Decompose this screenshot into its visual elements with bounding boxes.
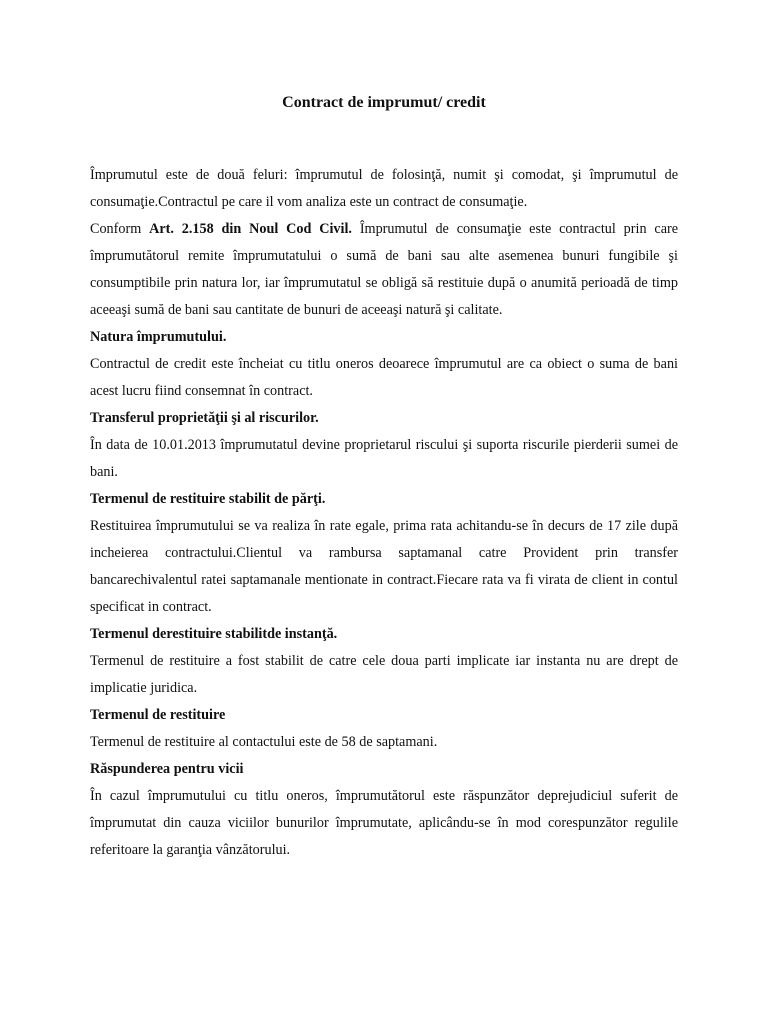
section-heading-termen-instanta: Termenul derestituire stabilitde instanţă. (90, 626, 338, 642)
section-text-raspundere: În cazul împrumutului cu titlu oneros, împrumutătorul este răspunzător deprejudiciul suferit de împrumutat din cauza viciilor bunurilor împrumutate, aplicându-se în mod corespunzător regulile referitoare la garanţia vânzătorului. (90, 788, 678, 858)
section-text-termen-parti: Restituirea împrumutului se va realiza în rate egale, prima rata achitandu-se în decurs de 17 zile după incheierea contractului.Clientul va rambursa saptamanal catre Provident prin transfer bancarechivalentul ratei saptamanale mentionate in contract.Fiecare rata va fi virata de client in contul specificat in contract. (90, 518, 678, 615)
document-body (90, 162, 678, 864)
section-heading-raspundere: Răspunderea pentru vicii (90, 761, 244, 777)
document-title: Contract de imprumut/ credit (282, 94, 486, 111)
section-text-natura: Contractul de credit este încheiat cu titlu oneros deoarece împrumutul are ca obiect o suma de bani acest lucru fiind consemnat în contract. (90, 356, 678, 399)
intro-paragraph: Împrumutul este de două feluri: împrumutul de folosinţă, numit şi comodat, şi împrumutul de consumaţie.Contractul pe care il vom analiza este un contract de consumaţie. (90, 167, 678, 210)
section-heading-transfer: Transferul proprietăţii şi al riscurilor. (90, 410, 319, 426)
section-heading-natura: Natura împrumutului. (90, 329, 227, 345)
section-text-transfer: În data de 10.01.2013 împrumutatul devine proprietarul riscului şi suporta riscurile pierderii sumei de bani. (90, 437, 678, 480)
conform-prefix: Conform (90, 221, 142, 237)
section-heading-termen-restituire: Termenul de restituire (90, 707, 226, 723)
section-text-termen-instanta: Termenul de restituire a fost stabilit de catre cele doua parti implicate iar instanta nu are drept de implicatie juridica. (90, 653, 678, 696)
section-heading-termen-parti: Termenul de restituire stabilit de părţi. (90, 491, 326, 507)
section-text-termen-restituire: Termenul de restituire al contactului este de 58 de saptamani. (90, 734, 438, 750)
conform-text: Împrumutul de consumaţie este contractul prin care împrumutătorul remite împrumutatului o sumă de bani sau alte asemenea bunuri fungibile şi consumptibile prin natura lor, iar împrumutatul se obligă să restituie după o anumită perioadă de timp aceeaşi sumă de bani sau cantitate de bunuri de aceeaşi natură şi calitate. (90, 221, 679, 318)
conform-paragraph (90, 216, 678, 324)
article-reference: Art. 2.158 din Noul Cod Civil. (149, 221, 352, 237)
